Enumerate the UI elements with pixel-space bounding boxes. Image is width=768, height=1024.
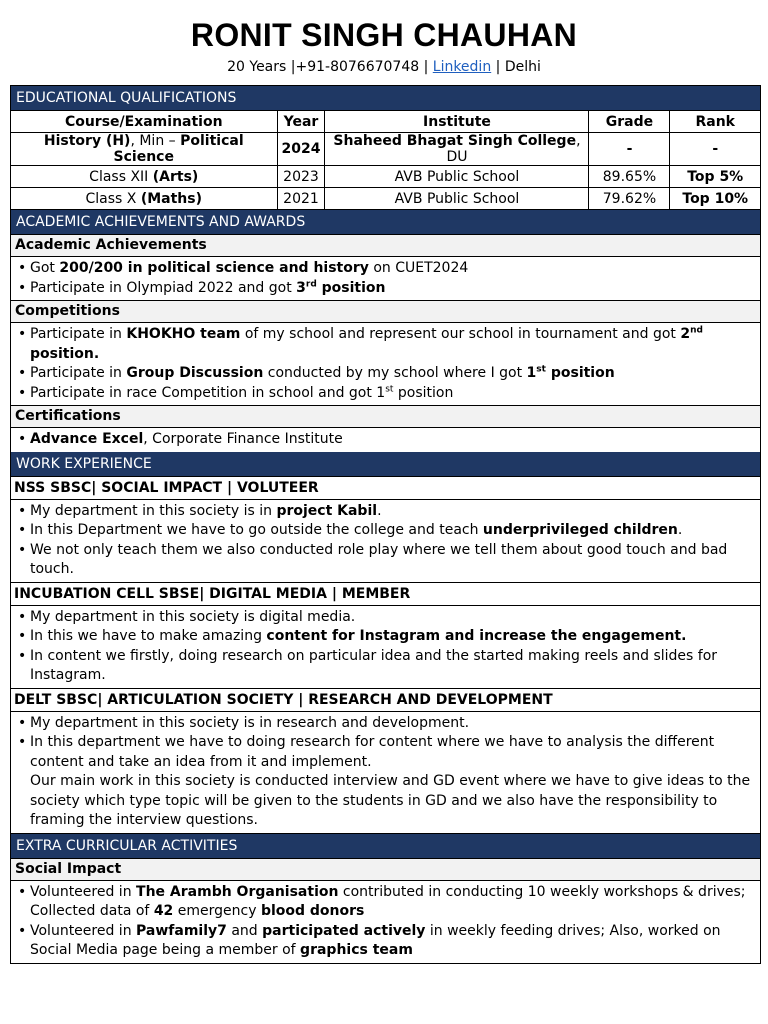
year-cell: 2021 <box>277 188 325 210</box>
contact-location: | Delhi <box>491 59 541 75</box>
grade-cell: 89.65% <box>589 166 670 188</box>
certifications-list <box>11 428 760 452</box>
list-item: • In this Department we have to go outside the college and teach underprivileged children. <box>15 521 752 541</box>
table-row <box>11 166 760 188</box>
list-item: • My department in this society is in project Kabil. <box>15 502 752 522</box>
certifications-heading: Certifications <box>11 405 760 428</box>
list-item: • Participate in race Competition in school and got 1st position <box>15 384 752 404</box>
delt-list <box>11 712 760 833</box>
social-impact-list <box>11 881 760 963</box>
column-header: Grade <box>589 111 670 133</box>
table-row <box>11 133 760 166</box>
academic-achievements-heading: Academic Achievements <box>11 235 760 257</box>
year-cell: 2023 <box>277 166 325 188</box>
contact-details: 20 Years |+91-8076670748 | <box>227 59 433 75</box>
nss-heading: NSS SBSC| SOCIAL IMPACT | VOLUTEER <box>11 477 760 500</box>
list-item: • In this we have to make amazing content for Instagram and increase the engagement. <box>15 627 752 647</box>
list-item: • My department in this society is digital media. <box>15 608 752 628</box>
list-item: • Volunteered in The Arambh Organisation contributed in conducting 10 weekly workshops & drives; Collected data of 42 emergency blood donors <box>15 883 752 922</box>
column-header: Year <box>277 111 325 133</box>
list-item: Our main work in this society is conducted interview and GD event where we have to give ideas to the society which type topic will be given to the students in GD and we also have the responsibility to framing the interview questions. <box>30 773 751 828</box>
course-cell: Class XII (Arts) <box>11 166 277 188</box>
extra-section-title: EXTRA CURRICULAR ACTIVITIES <box>11 833 760 859</box>
course-cell: Class X (Maths) <box>11 188 277 210</box>
education-header-row <box>11 111 760 133</box>
incubation-heading: INCUBATION CELL SBSE| DIGITAL MEDIA | MEMBER <box>11 582 760 606</box>
grade-cell: - <box>589 133 670 166</box>
list-item: • Participate in Olympiad 2022 and got 3rd position <box>15 279 752 299</box>
list-item: • Advance Excel, Corporate Finance Institute <box>15 430 752 450</box>
column-header: Institute <box>325 111 589 133</box>
institute-cell: AVB Public School <box>325 188 589 210</box>
list-item: • We not only teach them we also conducted role play where we tell them about good touch and bad touch. <box>15 541 752 580</box>
competitions-list <box>11 323 760 405</box>
institute-cell: AVB Public School <box>325 166 589 188</box>
candidate-name: RONIT SINGH CHAUHAN <box>190 17 578 53</box>
social-impact-heading: Social Impact <box>11 859 760 881</box>
rank-cell: Top 10% <box>670 188 760 210</box>
column-header: Rank <box>670 111 760 133</box>
column-header: Course/Examination <box>11 111 277 133</box>
course-cell: History (H), Min – Political Science <box>11 133 277 166</box>
rank-cell: Top 5% <box>670 166 760 188</box>
table-row <box>11 188 760 210</box>
list-item: • Volunteered in Pawfamily7 and participated actively in weekly feeding drives; Also, worked on Social Media page being a member of graphics team <box>15 922 752 961</box>
grade-cell: 79.62% <box>589 188 670 210</box>
list-item: • Got 200/200 in political science and history on CUET2024 <box>15 259 752 279</box>
nss-list <box>11 500 760 582</box>
rank-cell: - <box>670 133 760 166</box>
list-item: • Participate in Group Discussion conducted by my school where I got 1st position <box>15 364 752 384</box>
institute-cell: Shaheed Bhagat Singh College, DU <box>325 133 589 166</box>
list-item: • Participate in KHOKHO team of my school and represent our school in tournament and got 2nd position. <box>15 325 752 364</box>
education-table <box>11 111 760 209</box>
linkedin-link[interactable]: Linkedin <box>432 59 492 75</box>
academic-achievements-list <box>11 257 760 300</box>
incubation-list <box>11 606 760 688</box>
list-item: • In this department we have to doing research for content where we have to analysis the different content and take an idea from it and implement. <box>15 733 752 772</box>
contact-line <box>0 59 768 75</box>
resume-body <box>10 85 761 964</box>
education-section-title: EDUCATIONAL QUALIFICATIONS <box>11 86 760 111</box>
competitions-heading: Competitions <box>11 300 760 323</box>
work-section-title: WORK EXPERIENCE <box>11 452 760 477</box>
delt-heading: DELT SBSC| ARTICULATION SOCIETY | RESEARCH AND DEVELOPMENT <box>11 688 760 712</box>
list-item: • My department in this society is in research and development. <box>15 714 752 734</box>
year-cell: 2024 <box>277 133 325 166</box>
achievements-section-title: ACADEMIC ACHIEVEMENTS AND AWARDS <box>11 209 760 235</box>
list-item: • In content we firstly, doing research on particular idea and the started making reels and slides for Instagram. <box>15 647 752 686</box>
